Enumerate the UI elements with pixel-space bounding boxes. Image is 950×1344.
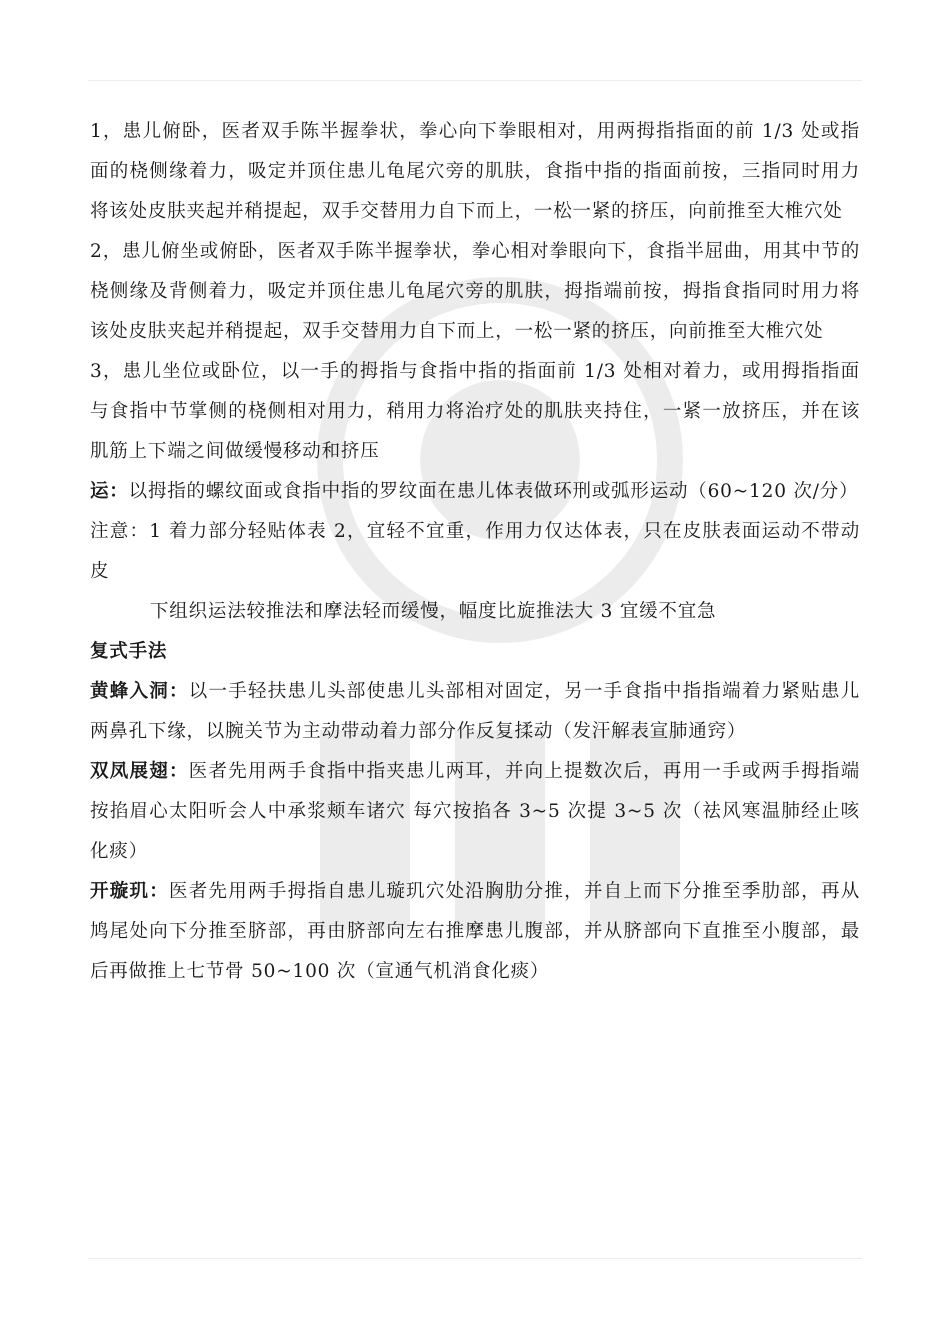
paragraph-text: 以拇指的螺纹面或食指中指的罗纹面在患儿体表做环刑或弧形运动（60~120 次/分） [128,481,859,502]
shuangfeng-paragraph [90,752,860,872]
kaixuanji-paragraph [90,872,860,992]
yun-technique-paragraph [90,472,860,512]
section-heading [90,632,860,672]
method-3-paragraph [90,352,860,472]
method-2-paragraph [90,232,860,352]
paragraph-text: 医者先用两手拇指自患儿璇玑穴处沿胸肋分推，并自上而下分推至季肋部，再从鸠尾处向下分推至脐部，再由脐部向左右推摩患儿腹部，并从脐部向下直推至小腹部，最后再做推上七节骨 50~100 次（宣通气机消食化痰） [90,881,860,982]
paragraph-text: 注意：1 着力部分轻贴体表 2，宜轻不宜重，作用力仅达体表，只在皮肤表面运动不带动皮 [90,521,860,582]
paragraph-text: 以一手轻扶患儿头部使患儿头部相对固定，另一手食指中指指端着力紧贴患儿两鼻孔下缘，以腕关节为主动带动着力部分作反复揉动（发汗解表宣肺通窍） [90,681,860,742]
document-body [90,112,860,992]
term-label: 双凤展翅： [90,761,189,782]
heading-text: 复式手法 [90,641,168,662]
term-label: 开璇玑： [90,881,170,902]
term-label: 运： [90,481,129,502]
paragraph-text: 1，患儿俯卧，医者双手陈半握拳状，拳心向下拳眼相对，用两拇指指面的前 1/3 处或指面的桡侧缘着力，吸定并顶住患儿龟尾穴旁的肌肤，食指中指的指面前按，三指同时用力将该处皮肤夹起并稍提起，双手交替用力自下而上，一松一紧的挤压，向前推至大椎穴处 [90,121,860,222]
paragraph-text: 3，患儿坐位或卧位，以一手的拇指与食指中指的指面前 1/3 处相对着力，或用拇指指面与食指中节掌侧的桡侧相对用力，稍用力将治疗处的肌肤夹持住，一紧一放挤压，并在该肌筋上下端之间做缓慢移动和挤压 [90,361,860,462]
paragraph-text: 医者先用两手食指中指夹患儿两耳，并向上提数次后，再用一手或两手拇指端按掐眉心太阳听会人中承浆颊车诸穴 每穴按掐各 3~5 次提 3~5 次（祛风寒温肺经止咳化痰） [90,761,860,862]
method-1-paragraph [90,112,860,232]
paragraph-text: 2，患儿俯坐或俯卧，医者双手陈半握拳状，拳心相对拳眼向下，食指半屈曲，用其中节的桡侧缘及背侧着力，吸定并顶住患儿龟尾穴旁的肌肤，拇指端前按，拇指食指同时用力将该处皮肤夹起并稍提起，双手交替用力自下而上，一松一紧的挤压，向前推至大椎穴处 [90,241,860,342]
top-divider [88,80,862,81]
huangfeng-paragraph [90,672,860,752]
term-label: 黄蜂入洞： [90,681,189,702]
bottom-divider [88,1258,862,1259]
paragraph-text: 下组织运法较推法和摩法轻而缓慢，幅度比旋推法大 3 宜缓不宜急 [150,601,717,622]
notes-paragraph [90,512,860,592]
notes-continuation [90,592,860,632]
